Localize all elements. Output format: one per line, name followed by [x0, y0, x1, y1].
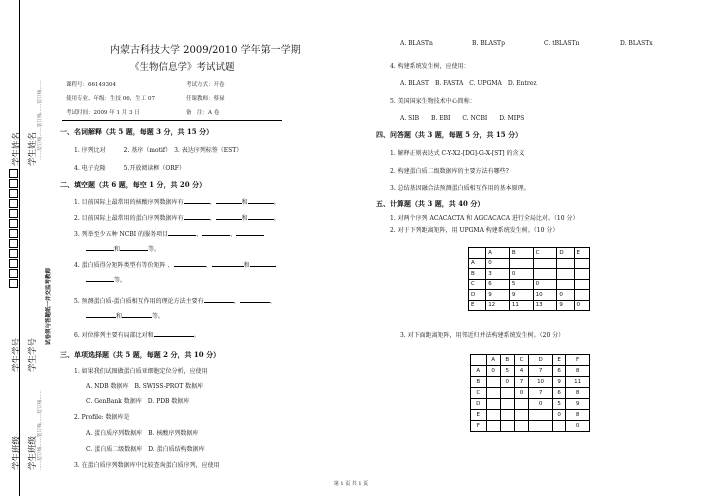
- matrix-cell: [486, 399, 500, 410]
- s4-q2: 2. 构建蛋白质二级数据库的主要方法有哪些?: [390, 168, 509, 175]
- blank[interactable]: [236, 230, 264, 236]
- s3-q1-opts-1: A. NDB 数据库 B. SWISS-PROT 数据库: [86, 383, 204, 390]
- matrix-cell: B: [509, 248, 533, 259]
- distance-matrix-2: [470, 354, 590, 432]
- matrix-row: [471, 410, 590, 421]
- matrix-row: [469, 269, 590, 280]
- q5-options: A. SIB B. EBI C. NCBI D. MIPS: [400, 115, 525, 122]
- matrix-cell: [486, 410, 500, 421]
- matrix-cell: 0: [552, 410, 565, 421]
- matrix-cell: C: [533, 248, 557, 259]
- id-label-right: 学生学号: [28, 337, 38, 372]
- s2-q3: 3. 列举至少五种 NCBI 的服务项目 、 、: [74, 229, 264, 238]
- matrix-cell: F: [566, 355, 590, 366]
- matrix-cell: F: [471, 421, 487, 432]
- matrix-row: [471, 421, 590, 432]
- name-label: 学生姓名: [28, 131, 38, 166]
- left-column: [58, 0, 363, 496]
- matrix-cell: 9: [486, 290, 510, 301]
- matrix-cell: 0: [486, 258, 510, 269]
- id-label: 学生学号: [12, 337, 22, 372]
- s2-q4-cont: 等。: [86, 275, 126, 284]
- matrix-cell: [500, 410, 514, 421]
- matrix-cell: [574, 258, 589, 269]
- matrix-cell: 7: [529, 388, 553, 399]
- blank[interactable]: [184, 214, 210, 220]
- matrix-cell: [500, 421, 514, 432]
- blank[interactable]: [86, 245, 114, 251]
- matrix-cell: 0: [514, 388, 528, 399]
- s1-line-1: 1. 序列比对 2. 基序（motif） 3. 表达序列标签（EST）: [74, 147, 243, 154]
- s3-q2-opts-1: A. 蛋白质序列数据库 B. 核酸序列数据库: [86, 430, 199, 437]
- q4-options: A. BLAST B. FASTA C. UPGMA D. Entrez: [400, 80, 537, 87]
- matrix-cell: A: [471, 366, 487, 377]
- matrix-cell: 5: [552, 399, 565, 410]
- student-id-boxes: [9, 169, 19, 289]
- matrix-cell: [509, 258, 533, 269]
- blank[interactable]: [174, 261, 206, 267]
- blank[interactable]: [202, 230, 230, 236]
- s5-q2: 2. 对于下列距离矩阵，用 UPGMA 构建系统发生树。（10 分）: [390, 227, 559, 234]
- matrix-cell: D: [557, 248, 574, 259]
- s3-q2: 2. Profile: 数据库是: [74, 414, 130, 421]
- q3-opt-a: A. BLASTn: [400, 40, 433, 47]
- s2-q3-cont: 和 等。: [86, 244, 160, 253]
- matrix-cell: E: [471, 410, 487, 421]
- distance-matrix-1: [468, 247, 590, 311]
- matrix-cell: 8: [566, 410, 590, 421]
- notice-text: 试卷须与答题纸一并交监考教师: [46, 267, 52, 345]
- q3-opt-b: B. BLASTp: [472, 40, 505, 47]
- page-footer: 第 1 页 共 1 页: [333, 481, 369, 487]
- s2-q5: 5. 预测蛋白质-蛋白质相互作用的理论方法主要有 、 、: [74, 298, 276, 305]
- matrix-cell: B: [500, 355, 514, 366]
- matrix-cell: C: [469, 279, 486, 290]
- matrix-cell: 0: [529, 399, 553, 410]
- matrix-cell: 0: [500, 377, 514, 388]
- meta-mode: 考试方式：开卷: [186, 82, 225, 88]
- matrix-cell: 3: [486, 269, 510, 280]
- matrix-cell: [471, 355, 487, 366]
- matrix-cell: [529, 410, 553, 421]
- matrix-cell: [514, 421, 528, 432]
- blank[interactable]: [248, 214, 274, 220]
- matrix-cell: 0: [486, 366, 500, 377]
- blank[interactable]: [248, 198, 274, 204]
- matrix-cell: [486, 377, 500, 388]
- matrix-cell: [486, 388, 500, 399]
- blank[interactable]: [184, 198, 210, 204]
- matrix-cell: 10: [533, 290, 557, 301]
- section-2-heading: 二、填空题（共 6 题，每空 1 分，共 20 分）: [60, 180, 207, 189]
- exam-title: 内蒙古科技大学 2009/2010 学年第一学期: [110, 45, 301, 56]
- class-label: 学生班级: [12, 435, 22, 470]
- matrix-cell: C: [514, 355, 528, 366]
- section-4-heading: 四、问答题（共 3 题，每题 5 分，共 15 分）: [376, 130, 523, 139]
- meta-note: 备 注：A 卷: [186, 110, 220, 116]
- matrix-row: [471, 377, 590, 388]
- meta-teacher: 任课教师：蔡禄: [186, 96, 225, 102]
- matrix-cell: 7: [514, 377, 528, 388]
- header-rule: [62, 120, 282, 121]
- matrix-row: [469, 300, 590, 311]
- matrix-cell: 8: [566, 366, 590, 377]
- blank[interactable]: [154, 331, 194, 337]
- matrix-cell: [557, 279, 574, 290]
- matrix-cell: A: [486, 355, 500, 366]
- matrix-cell: 0: [533, 279, 557, 290]
- s2-q1: 1. 目前国际上最常用的核酸序列数据库有 、 和 。: [74, 199, 280, 206]
- matrix-cell: [514, 410, 528, 421]
- matrix-cell: [500, 399, 514, 410]
- matrix-cell: 11: [566, 377, 590, 388]
- matrix-cell: C: [471, 388, 487, 399]
- s5-q3: 3. 对下面距离矩阵，用邻近归并法构建系统发生树。（20 分）: [400, 332, 565, 339]
- matrix-cell: 9: [509, 290, 533, 301]
- matrix-cell: D: [471, 399, 487, 410]
- s5-q1: 1. 对两个序列 ACACACTA 和 AGCACACA 进行全局比对。（10 分）: [390, 215, 579, 222]
- matrix-cell: [514, 399, 528, 410]
- q4-text: 4. 构建系统发生树，应使用：: [390, 63, 470, 70]
- cut-line-upper: ……装订线……装订线……装订线……: [38, 80, 43, 160]
- blank[interactable]: [122, 312, 152, 318]
- matrix-cell: 9: [566, 399, 590, 410]
- blank[interactable]: [216, 214, 242, 220]
- blank[interactable]: [86, 312, 116, 318]
- s3-q1-opts-2: C. GenBank 数据库 D. PDB 数据库: [86, 398, 190, 405]
- matrix-cell: A: [486, 248, 510, 259]
- matrix-cell: B: [469, 269, 486, 280]
- matrix-cell: 7: [529, 366, 553, 377]
- blank[interactable]: [240, 297, 270, 303]
- right-column: [372, 0, 698, 496]
- matrix-header-row: [471, 355, 590, 366]
- s2-q5-cont: 和 等。: [86, 311, 164, 320]
- blank[interactable]: [212, 261, 244, 267]
- blank[interactable]: [216, 198, 242, 204]
- matrix-cell: 0: [509, 269, 533, 280]
- exam-subtitle: 《生物信息学》考试试题: [130, 62, 235, 73]
- matrix-cell: 11: [509, 300, 533, 311]
- matrix-cell: 5: [500, 366, 514, 377]
- matrix-cell: 12: [486, 300, 510, 311]
- binding-line: [19, 0, 20, 496]
- matrix-cell: 4: [514, 366, 528, 377]
- matrix-row: [469, 290, 590, 301]
- q3-opt-d: D. BLASTx: [620, 40, 653, 47]
- matrix-cell: [552, 421, 565, 432]
- binding-strip: [0, 0, 56, 496]
- matrix-cell: 0: [566, 421, 590, 432]
- s4-q1: 1. 解释正则表达式 C-Y-X2-[DG]-G-X-[ST] 的含义: [390, 150, 525, 157]
- blank[interactable]: [168, 230, 196, 236]
- matrix-cell: 6: [552, 366, 565, 377]
- matrix-cell: [529, 421, 553, 432]
- meta-time: 考试时间：2009 年 1 月 3 日: [66, 110, 140, 116]
- s2-q6: 6. 对位排列主要有局部比对和 。: [74, 332, 200, 339]
- s1-line-2: 4. 电子克隆 5.开放阅读框（ORF）: [74, 165, 185, 172]
- matrix-cell: D: [469, 290, 486, 301]
- matrix-header-row: [469, 248, 590, 259]
- matrix-cell: 10: [529, 377, 553, 388]
- matrix-cell: [557, 269, 574, 280]
- matrix-cell: [557, 258, 574, 269]
- matrix-cell: 8: [566, 388, 590, 399]
- matrix-cell: [500, 388, 514, 399]
- blank[interactable]: [120, 245, 148, 251]
- matrix-cell: 6: [486, 279, 510, 290]
- s3-q3: 3. 在蛋白质序列数据库中比较查询蛋白质序列，应使用: [74, 462, 220, 469]
- cut-line-lower: ……装订线……装订线……装订线……: [38, 390, 43, 470]
- s3-q2-opts-2: C. 蛋白质二级数据库 D. 蛋白质结构数据库: [86, 446, 205, 453]
- matrix-cell: E: [574, 248, 589, 259]
- matrix-cell: [486, 421, 500, 432]
- matrix-cell: 5: [509, 279, 533, 290]
- blank[interactable]: [250, 261, 276, 267]
- matrix-row: [469, 258, 590, 269]
- matrix-cell: [574, 290, 589, 301]
- matrix-cell: [469, 248, 486, 259]
- blank[interactable]: [86, 276, 114, 282]
- matrix-cell: [533, 269, 557, 280]
- name-label-left: 学生姓名: [12, 131, 22, 166]
- section-1-heading: 一、名词解释（共 5 题，每题 3 分，共 15 分）: [60, 127, 214, 136]
- matrix-cell: E: [552, 355, 565, 366]
- matrix-cell: B: [471, 377, 487, 388]
- s4-q3: 3. 总结基因融合法预测蛋白质相互作用的基本原理。: [390, 185, 530, 192]
- class-label-right: 学生班级: [28, 435, 38, 470]
- matrix-cell: D: [529, 355, 553, 366]
- matrix-cell: 9: [557, 300, 574, 311]
- s3-q1: 1. 如果我们试图做蛋白质亚细胞定位分析，应使用: [74, 368, 208, 375]
- matrix-cell: 6: [552, 388, 565, 399]
- matrix-cell: 0: [557, 290, 574, 301]
- matrix-row: [471, 366, 590, 377]
- meta-major: 使用专业、年级：生技 06，生工 07: [66, 96, 155, 102]
- matrix-cell: 13: [533, 300, 557, 311]
- matrix-row: [471, 399, 590, 410]
- matrix-cell: 0: [574, 300, 589, 311]
- matrix-cell: A: [469, 258, 486, 269]
- section-5-heading: 五、计算题（共 3 题，共 40 分）: [376, 199, 485, 208]
- section-3-heading: 三、单项选择题（共 5 题，每题 2 分，共 10 分）: [60, 350, 221, 359]
- q5-text: 5. 美国国家生物技术中心简称：: [390, 98, 476, 105]
- meta-course: 课程号：66149304: [66, 82, 116, 88]
- matrix-cell: E: [469, 300, 486, 311]
- matrix-cell: [574, 279, 589, 290]
- matrix-cell: [574, 269, 589, 280]
- matrix-row: [471, 388, 590, 399]
- q3-opt-c: C. tBLASTn: [544, 40, 580, 47]
- s2-q2: 2. 目前国际上最常用的蛋白序列数据库有 、 和 。: [74, 215, 280, 222]
- matrix-cell: [533, 258, 557, 269]
- matrix-cell: 9: [552, 377, 565, 388]
- matrix-row: [469, 279, 590, 290]
- s2-q4: 4. 蛋白质得分矩阵类型有等价矩阵 、 、 和: [74, 260, 276, 269]
- blank[interactable]: [204, 297, 234, 303]
